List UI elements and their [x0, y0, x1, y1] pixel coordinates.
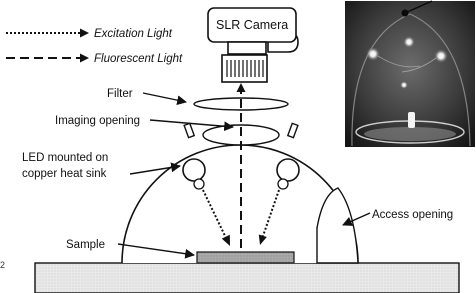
label-led-line2: copper heat sink: [22, 168, 107, 180]
sample: [197, 252, 294, 263]
legend-fluorescent-arrowhead: [80, 54, 89, 63]
camera-label: SLR Camera: [216, 18, 289, 32]
led-right-body: [277, 159, 299, 181]
camera-lens-mount: [228, 42, 266, 54]
label-imaging-opening: Imaging opening: [55, 115, 141, 127]
photo-inset: [345, 1, 475, 147]
photo-led-center: [403, 36, 415, 48]
side-mark: 2: [0, 260, 6, 270]
legend-excitation-arrowhead: [80, 29, 89, 38]
pointer-filter: [143, 93, 186, 102]
label-sample: Sample: [66, 239, 105, 251]
label-access-opening: Access opening: [372, 209, 454, 221]
photo-led-right: [434, 49, 448, 63]
led-left-lens: [194, 179, 204, 189]
led-right-heatsink: [288, 123, 298, 137]
led-right-lens: [278, 179, 288, 189]
pointer-imaging-opening: [150, 120, 233, 127]
slr-camera: [208, 8, 298, 82]
fluorescent-arrowhead: [237, 83, 246, 92]
legend-fluorescent-label: Fluorescent Light: [94, 53, 183, 65]
led-left-heatsink: [184, 123, 194, 137]
label-led-line1: LED mounted on: [22, 152, 109, 164]
photo-reflection: [400, 81, 408, 89]
photo-sample-glow: [408, 112, 415, 128]
label-filter: Filter: [107, 88, 133, 100]
legend: [6, 28, 183, 65]
photo-base-glow: [364, 127, 456, 141]
camera-lens: [222, 55, 267, 82]
base-table: [35, 263, 459, 293]
photo-led-left: [366, 47, 380, 61]
led-left-body: [183, 159, 205, 181]
legend-excitation-label: Excitation Light: [94, 28, 172, 40]
